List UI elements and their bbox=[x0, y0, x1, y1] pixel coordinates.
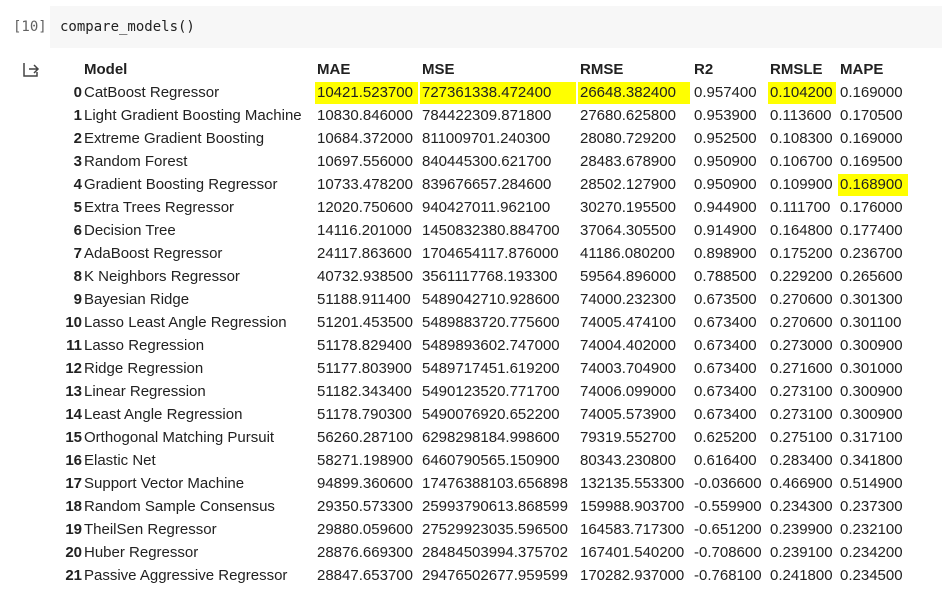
cell-model: Elastic Net bbox=[84, 452, 156, 469]
cell-r2: -0.708600 bbox=[694, 544, 762, 561]
cell-model: Ridge Regression bbox=[84, 360, 204, 377]
row-index: 7 bbox=[73, 245, 82, 262]
cell-rmsle: 0.109900 bbox=[770, 176, 833, 193]
cell-rmse: 74006.099000 bbox=[580, 383, 676, 400]
cell-rmse: 79319.552700 bbox=[580, 429, 676, 446]
cell-mse: 840445300.621700 bbox=[422, 153, 552, 170]
cell-mape: 0.300900 bbox=[840, 383, 903, 400]
cell-r2: 0.673400 bbox=[694, 314, 757, 331]
cell-r2: 0.957400 bbox=[694, 84, 757, 101]
cell-rmse: 37064.305500 bbox=[580, 222, 676, 239]
cell-mape: 0.169500 bbox=[840, 153, 903, 170]
table-row bbox=[0, 496, 942, 519]
cell-model: Bayesian Ridge bbox=[84, 291, 190, 308]
code-cell[interactable] bbox=[0, 0, 942, 54]
cell-model: CatBoost Regressor bbox=[84, 84, 220, 101]
execution-count: [10] bbox=[13, 19, 47, 35]
row-index: 18 bbox=[65, 498, 82, 515]
cell-r2: -0.036600 bbox=[694, 475, 762, 492]
row-index: 12 bbox=[65, 360, 82, 377]
cell-r2: 0.950900 bbox=[694, 176, 757, 193]
cell-r2: 0.673400 bbox=[694, 383, 757, 400]
cell-mse: 17476388103.656898 bbox=[422, 475, 568, 492]
header-mape: MAPE bbox=[840, 61, 884, 78]
cell-mae: 10830.846000 bbox=[317, 107, 413, 124]
cell-model: Lasso Least Angle Regression bbox=[84, 314, 287, 331]
cell-rmse: 28502.127900 bbox=[580, 176, 676, 193]
cell-mse: 784422309.871800 bbox=[422, 107, 552, 124]
cell-mse: 940427011.962100 bbox=[422, 199, 551, 216]
cell-rmsle: 0.271600 bbox=[770, 360, 833, 377]
cell-mae: 24117.863600 bbox=[317, 245, 412, 262]
row-index: 9 bbox=[73, 291, 82, 308]
cell-rmsle: 0.270600 bbox=[770, 291, 833, 308]
header-rmse: RMSE bbox=[580, 61, 624, 78]
cell-rmsle: 0.275100 bbox=[770, 429, 833, 446]
row-index: 10 bbox=[65, 314, 82, 331]
cell-model: Huber Regressor bbox=[84, 544, 199, 561]
table-row bbox=[0, 243, 942, 266]
cell-mae: 10733.478200 bbox=[317, 176, 413, 193]
cell-mae: 56260.287100 bbox=[317, 429, 413, 446]
row-index: 5 bbox=[73, 199, 82, 216]
code-editor[interactable] bbox=[50, 6, 942, 48]
cell-rmse: 170282.937000 bbox=[580, 567, 685, 584]
table-row bbox=[0, 565, 942, 588]
cell-mape: 0.177400 bbox=[840, 222, 903, 239]
cell-r2: 0.616400 bbox=[694, 452, 757, 469]
cell-model: Lasso Regression bbox=[84, 337, 205, 354]
cell-mse: 29476502677.959599 bbox=[422, 567, 568, 584]
cell-rmsle: 0.111700 bbox=[770, 199, 831, 216]
cell-model: Passive Aggressive Regressor bbox=[84, 567, 288, 584]
table-row bbox=[0, 174, 942, 197]
header-r2: R2 bbox=[694, 61, 714, 78]
cell-r2: 0.673500 bbox=[694, 291, 757, 308]
cell-mse: 811009701.240300 bbox=[422, 130, 551, 147]
cell-mae: 51188.911400 bbox=[317, 291, 411, 308]
cell-mse: 5490076920.652200 bbox=[422, 406, 560, 423]
cell-rmse: 41186.080200 bbox=[580, 245, 675, 262]
cell-rmsle: 0.234300 bbox=[770, 498, 833, 515]
cell-mape: 0.176000 bbox=[840, 199, 903, 216]
cell-mape: 0.236700 bbox=[840, 245, 903, 262]
cell-r2: 0.952500 bbox=[694, 130, 757, 147]
cell-r2: 0.625200 bbox=[694, 429, 757, 446]
cell-r2: 0.673400 bbox=[694, 337, 757, 354]
cell-mape: 0.300900 bbox=[840, 406, 903, 423]
cell-r2: 0.944900 bbox=[694, 199, 757, 216]
cell-rmse: 164583.717300 bbox=[580, 521, 685, 538]
cell-mae: 29350.573300 bbox=[317, 498, 413, 515]
row-index: 14 bbox=[65, 406, 82, 423]
row-index: 13 bbox=[65, 383, 82, 400]
cell-mape: 0.234200 bbox=[840, 544, 903, 561]
table-row bbox=[0, 404, 942, 427]
cell-model: Extra Trees Regressor bbox=[84, 199, 235, 216]
cell-rmse: 74005.573900 bbox=[580, 406, 676, 423]
table-row bbox=[0, 381, 942, 404]
cell-r2: 0.953900 bbox=[694, 107, 757, 124]
cell-rmse: 167401.540200 bbox=[580, 544, 685, 561]
cell-mse: 28484503994.375702 bbox=[422, 544, 568, 561]
cell-mae: 10421.523700 bbox=[317, 84, 413, 101]
table-row bbox=[0, 358, 942, 381]
cell-rmse: 59564.896000 bbox=[580, 268, 676, 285]
cell-rmse: 74003.704900 bbox=[580, 360, 676, 377]
cell-rmse: 30270.195500 bbox=[580, 199, 676, 216]
cell-mae: 28876.669300 bbox=[317, 544, 413, 561]
header-rmsle: RMSLE bbox=[770, 61, 823, 78]
cell-model: Linear Regression bbox=[84, 383, 206, 400]
cell-rmsle: 0.273000 bbox=[770, 337, 833, 354]
cell-mae: 51201.453500 bbox=[317, 314, 413, 331]
cell-mae: 51177.803900 bbox=[317, 360, 412, 377]
cell-mape: 0.300900 bbox=[840, 337, 903, 354]
row-index: 16 bbox=[65, 452, 82, 469]
cell-rmse: 27680.625800 bbox=[580, 107, 676, 124]
cell-mse: 5489717451.619200 bbox=[422, 360, 560, 377]
cell-rmse: 74004.402000 bbox=[580, 337, 676, 354]
table-row bbox=[0, 519, 942, 542]
table-row bbox=[0, 105, 942, 128]
cell-mape: 0.169000 bbox=[840, 84, 903, 101]
row-index: 2 bbox=[73, 130, 82, 147]
cell-mae: 51178.790300 bbox=[317, 406, 412, 423]
code-text[interactable]: compare_models() bbox=[60, 19, 195, 35]
cell-rmse: 132135.553300 bbox=[580, 475, 685, 492]
cell-model: Random Forest bbox=[84, 153, 188, 170]
cell-rmsle: 0.239900 bbox=[770, 521, 833, 538]
cell-model: Gradient Boosting Regressor bbox=[84, 176, 278, 193]
cell-mse: 25993790613.868599 bbox=[422, 498, 568, 515]
cell-rmsle: 0.241800 bbox=[770, 567, 833, 584]
cell-mape: 0.317100 bbox=[840, 429, 903, 446]
cell-mse: 6460790565.150900 bbox=[422, 452, 560, 469]
cell-mse: 5489883720.775600 bbox=[422, 314, 560, 331]
table-row bbox=[0, 473, 942, 496]
cell-model: AdaBoost Regressor bbox=[84, 245, 223, 262]
cell-mae: 10684.372000 bbox=[317, 130, 413, 147]
table-row bbox=[0, 312, 942, 335]
cell-mae: 51182.343400 bbox=[317, 383, 412, 400]
table-row bbox=[0, 427, 942, 450]
cell-mae: 28847.653700 bbox=[317, 567, 413, 584]
cell-mae: 10697.556000 bbox=[317, 153, 413, 170]
cell-rmse: 74005.474100 bbox=[580, 314, 676, 331]
cell-rmsle: 0.164800 bbox=[770, 222, 833, 239]
cell-rmse: 80343.230800 bbox=[580, 452, 676, 469]
table-row bbox=[0, 128, 942, 151]
cell-mse: 1450832380.884700 bbox=[422, 222, 560, 239]
cell-mae: 14116.201000 bbox=[317, 222, 412, 239]
cell-mae: 40732.938500 bbox=[317, 268, 413, 285]
cell-mape: 0.232100 bbox=[840, 521, 903, 538]
cell-r2: -0.651200 bbox=[694, 521, 762, 538]
cell-model: Orthogonal Matching Pursuit bbox=[84, 429, 275, 446]
row-index: 3 bbox=[73, 153, 82, 170]
cell-mape: 0.301100 bbox=[840, 314, 902, 331]
cell-mape: 0.234500 bbox=[840, 567, 903, 584]
row-index: 0 bbox=[73, 84, 82, 101]
cell-mape: 0.265600 bbox=[840, 268, 903, 285]
cell-r2: 0.898900 bbox=[694, 245, 757, 262]
cell-mse: 839676657.284600 bbox=[422, 176, 552, 193]
cell-model: Least Angle Regression bbox=[84, 406, 243, 423]
cell-mape: 0.168900 bbox=[840, 176, 903, 193]
cell-rmsle: 0.239100 bbox=[770, 544, 833, 561]
cell-rmse: 74000.232300 bbox=[580, 291, 676, 308]
cell-model: TheilSen Regressor bbox=[84, 521, 217, 538]
table-row bbox=[0, 450, 942, 473]
cell-rmse: 26648.382400 bbox=[580, 84, 676, 101]
cell-rmsle: 0.104200 bbox=[770, 84, 833, 101]
cell-mse: 727361338.472400 bbox=[422, 84, 552, 101]
cell-rmse: 28483.678900 bbox=[580, 153, 676, 170]
row-index: 19 bbox=[65, 521, 82, 538]
cell-rmsle: 0.273100 bbox=[770, 406, 833, 423]
table-row bbox=[0, 82, 942, 105]
row-index: 1 bbox=[73, 107, 82, 124]
cell-rmsle: 0.113600 bbox=[770, 107, 832, 124]
cell-mse: 5489042710.928600 bbox=[422, 291, 560, 308]
cell-rmse: 28080.729200 bbox=[580, 130, 676, 147]
header-mae: MAE bbox=[317, 61, 351, 78]
cell-r2: 0.673400 bbox=[694, 406, 757, 423]
cell-mse: 1704654117.876000 bbox=[422, 245, 559, 262]
table-row bbox=[0, 151, 942, 174]
cell-rmsle: 0.106700 bbox=[770, 153, 833, 170]
cell-rmsle: 0.270600 bbox=[770, 314, 833, 331]
cell-mae: 58271.198900 bbox=[317, 452, 413, 469]
cell-rmsle: 0.273100 bbox=[770, 383, 833, 400]
cell-mae: 12020.750600 bbox=[317, 199, 413, 216]
table-header bbox=[0, 59, 942, 82]
cell-model: Decision Tree bbox=[84, 222, 176, 239]
cell-r2: 0.914900 bbox=[694, 222, 757, 239]
cell-mse: 3561117768.193300 bbox=[422, 268, 558, 285]
table-row bbox=[0, 220, 942, 243]
header-mse: MSE bbox=[422, 61, 455, 78]
cell-mape: 0.301000 bbox=[840, 360, 903, 377]
cell-model: Random Sample Consensus bbox=[84, 498, 275, 515]
row-index: 8 bbox=[73, 268, 82, 285]
cell-r2: -0.559900 bbox=[694, 498, 762, 515]
cell-model: Extreme Gradient Boosting bbox=[84, 130, 265, 147]
table-row bbox=[0, 289, 942, 312]
row-index: 6 bbox=[73, 222, 82, 239]
row-index: 17 bbox=[65, 475, 82, 492]
cell-rmsle: 0.466900 bbox=[770, 475, 833, 492]
cell-rmsle: 0.175200 bbox=[770, 245, 833, 262]
table-row bbox=[0, 335, 942, 358]
cell-mse: 5490123520.771700 bbox=[422, 383, 560, 400]
cell-rmsle: 0.229200 bbox=[770, 268, 833, 285]
cell-mape: 0.514900 bbox=[840, 475, 903, 492]
cell-model: K Neighbors Regressor bbox=[84, 268, 240, 285]
cell-r2: -0.768100 bbox=[694, 567, 762, 584]
row-index: 11 bbox=[66, 337, 82, 354]
row-index: 20 bbox=[65, 544, 82, 561]
cell-model: Light Gradient Boosting Machine bbox=[84, 107, 302, 124]
cell-model: Support Vector Machine bbox=[84, 475, 245, 492]
table-row bbox=[0, 266, 942, 289]
cell-mse: 27529923035.596500 bbox=[422, 521, 568, 538]
cell-mse: 5489893602.747000 bbox=[422, 337, 560, 354]
header-model: Model bbox=[84, 61, 128, 78]
row-index: 4 bbox=[73, 176, 82, 193]
row-index: 21 bbox=[65, 567, 82, 584]
cell-mape: 0.301300 bbox=[840, 291, 903, 308]
cell-rmsle: 0.283400 bbox=[770, 452, 833, 469]
cell-r2: 0.950900 bbox=[694, 153, 757, 170]
cell-mape: 0.170500 bbox=[840, 107, 903, 124]
cell-rmsle: 0.108300 bbox=[770, 130, 833, 147]
cell-r2: 0.788500 bbox=[694, 268, 757, 285]
cell-mse: 6298298184.998600 bbox=[422, 429, 560, 446]
cell-mae: 94899.360600 bbox=[317, 475, 413, 492]
row-index: 15 bbox=[65, 429, 82, 446]
cell-rmse: 159988.903700 bbox=[580, 498, 685, 515]
table-row bbox=[0, 197, 942, 220]
table-row bbox=[0, 542, 942, 565]
cell-mae: 29880.059600 bbox=[317, 521, 413, 538]
cell-mape: 0.237300 bbox=[840, 498, 903, 515]
cell-mape: 0.341800 bbox=[840, 452, 903, 469]
cell-mae: 51178.829400 bbox=[317, 337, 412, 354]
cell-r2: 0.673400 bbox=[694, 360, 757, 377]
cell-mape: 0.169000 bbox=[840, 130, 903, 147]
